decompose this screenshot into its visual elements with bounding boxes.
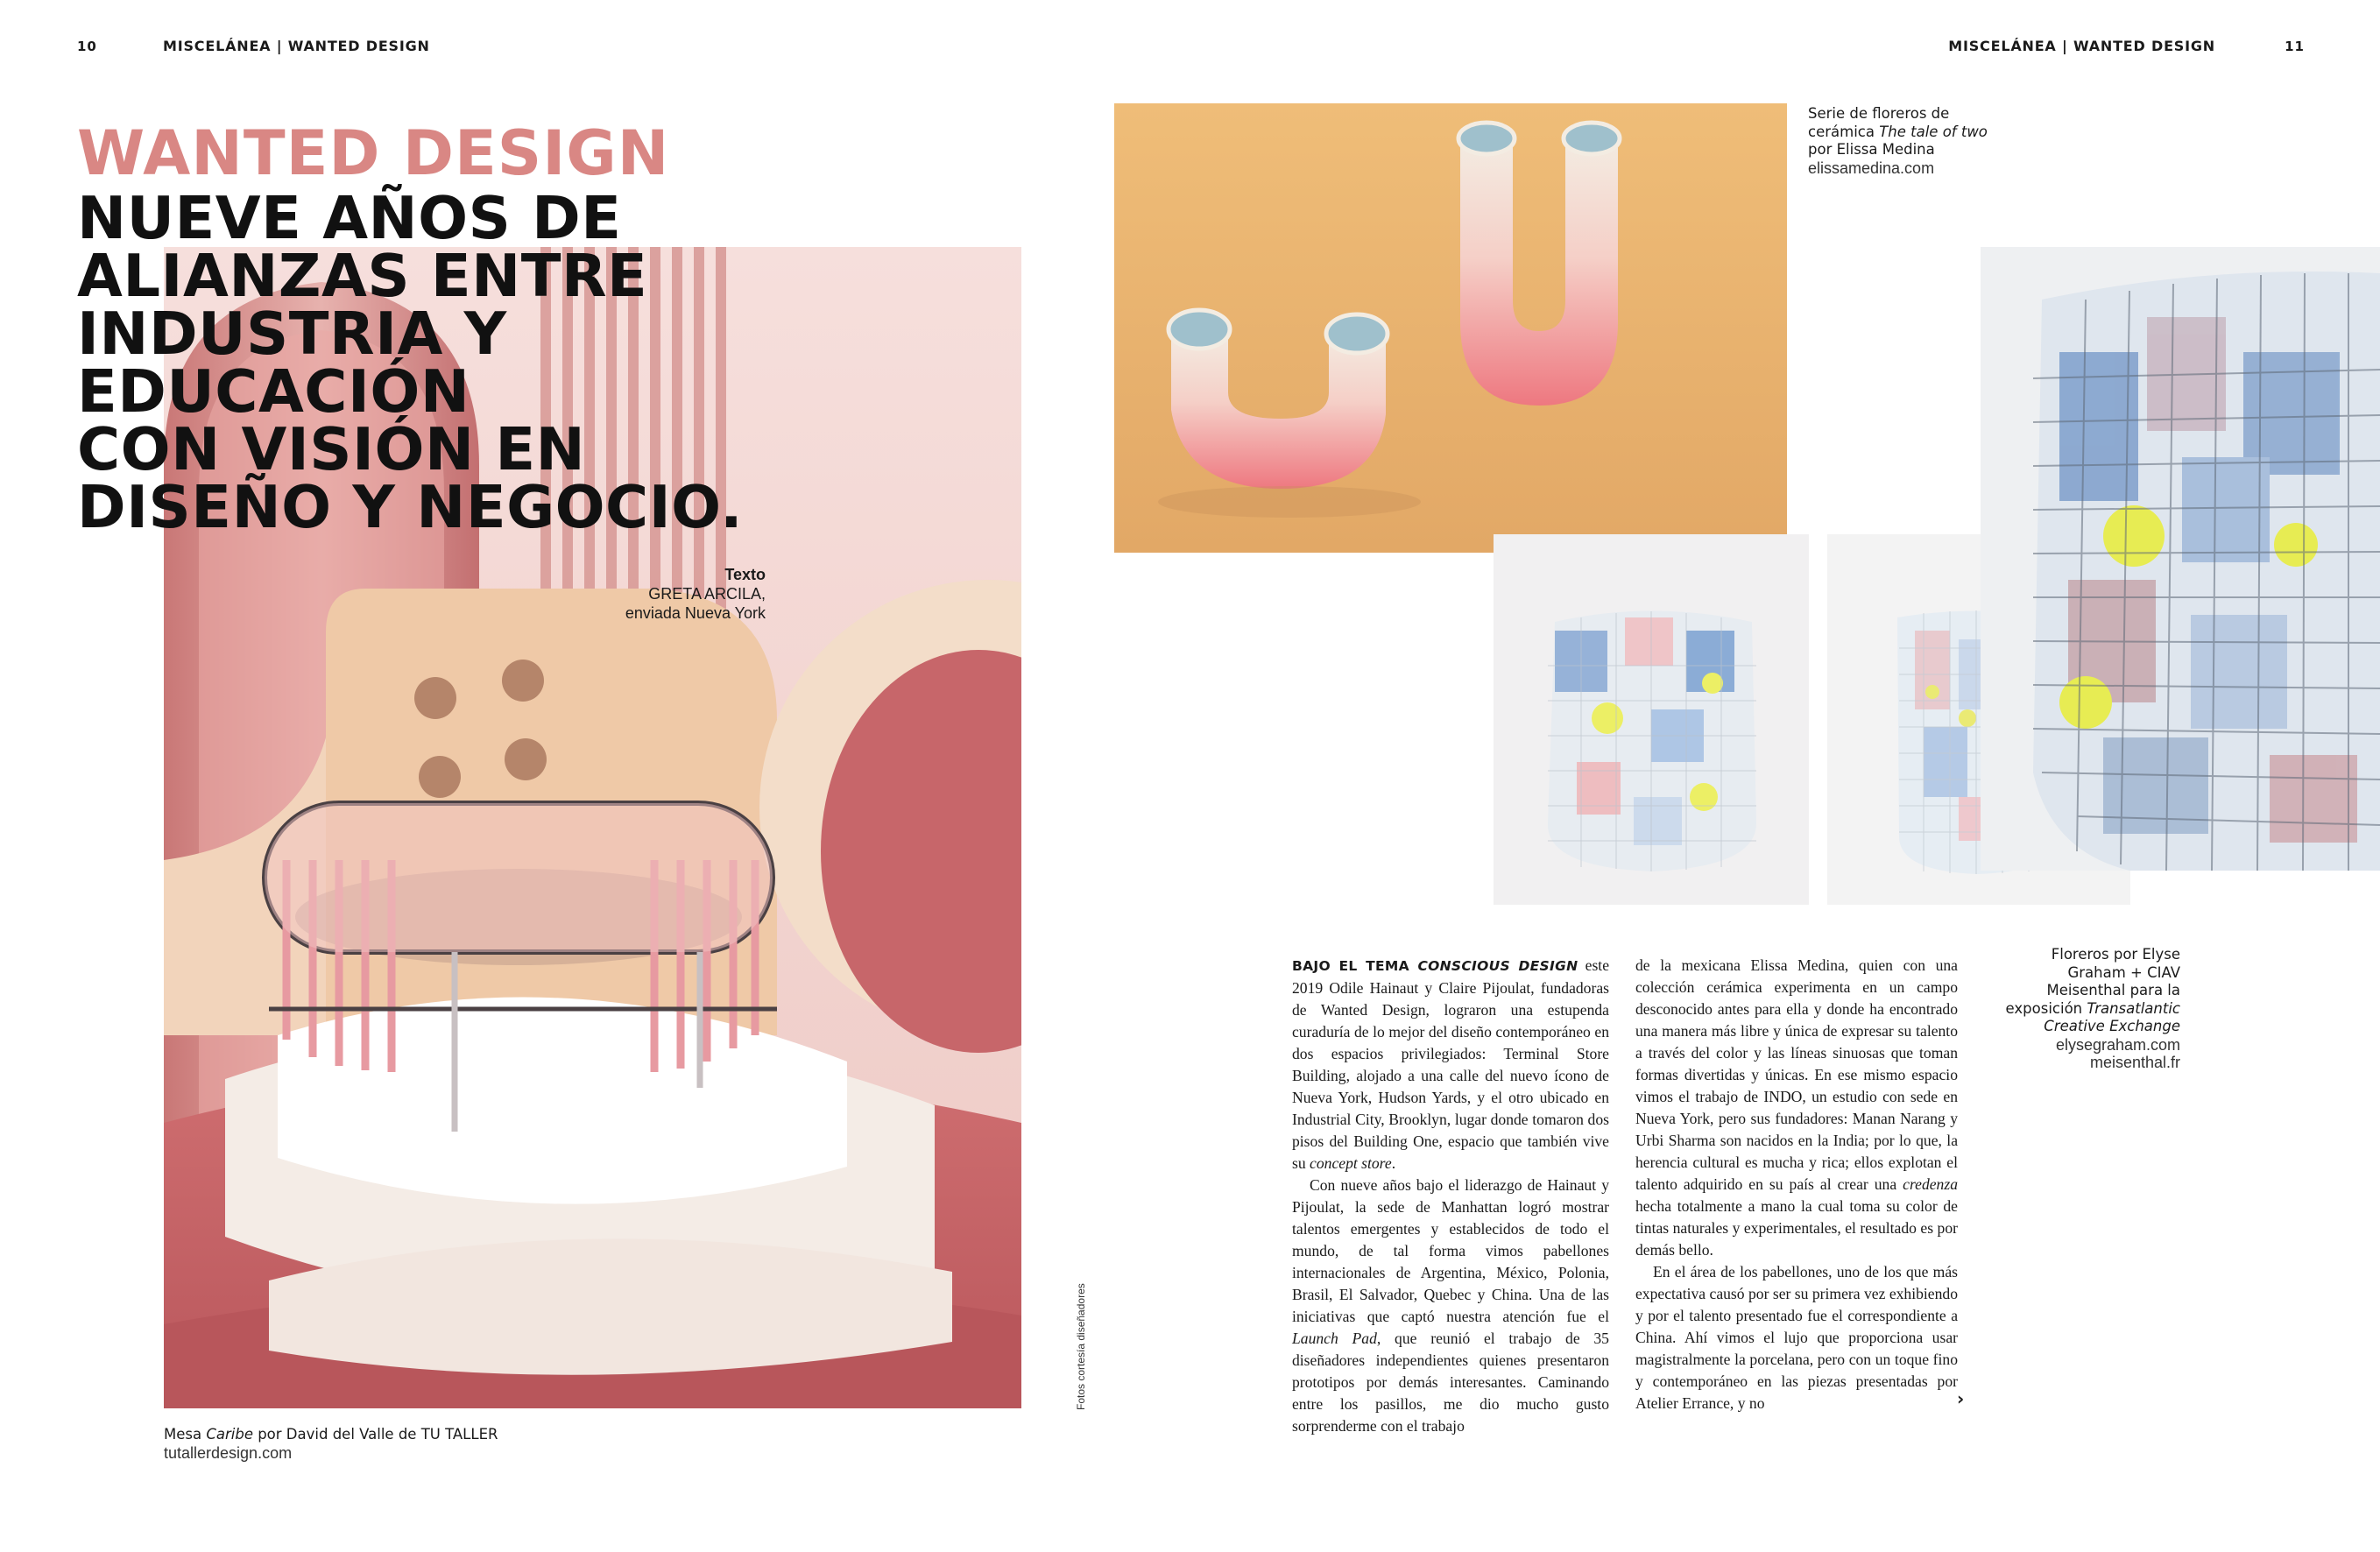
body-column-2 [1635, 955, 1958, 1414]
running-head-right: MISCELÁNEA | WANTED DESIGN [1948, 38, 2215, 54]
body-text: Con nueve años bajo el liderazgo de Hainaut y Pijoulat, la sede de Manhattan logró mostrar talentos emergentes y establecidos de todo el mundo, de tal forma vimos pabellones internacionales de Argentina, México, Polonia, Brasil, El Salvador, Quebec y China. Una de las iniciativas que captó nuestra atención fue el [1292, 1176, 1609, 1325]
ceramic-caption-line3: por Elissa Medina [1808, 141, 1935, 158]
body-text: este 2019 Odile Hainaut y Claire Pijoulat, fundadoras de Wanted Design, lograron una estupenda curaduría de lo mejor del diseño contemporáneo en dos espacios privilegiados: Terminal Store Building, alojado a una calle del nuevo ícono de Nueva York, Hudson Yards, y el otro ubicado en Industrial City, Brooklyn, lugar donde tomaron dos pisos del Building One, espacio que también vive su [1292, 956, 1610, 1172]
headline-line: CON VISIÓN EN [77, 415, 586, 483]
glass-caption [2006, 946, 2180, 1072]
ceramic-caption-line1: Serie de floreros de [1808, 105, 1950, 122]
lead-in: BAJO EL TEMA [1292, 958, 1418, 974]
headline-line: NUEVE AÑOS DE [77, 184, 622, 252]
continue-arrow-icon[interactable]: › [1957, 1388, 1965, 1409]
ceramic-caption [1808, 105, 1988, 177]
body-column-1 [1292, 955, 1609, 1437]
caption-url: tutallerdesign.com [164, 1443, 293, 1462]
body-text: hecha totalmente a mano la cual toma su color de tintas naturales y experimentales, el resultado es por demás bello. [1635, 1197, 1958, 1259]
glass-vase-1-photo [1494, 534, 1809, 905]
body-emphasis: Launch Pad [1292, 1330, 1377, 1347]
glass-caption-line2: Graham + CIAV [2067, 963, 2180, 981]
headline-line: ALIANZAS ENTRE [77, 242, 648, 310]
glass-caption-line3: Meisenthal para la [2046, 982, 2180, 998]
glass-caption-url-1: elysegraham.com [2055, 1035, 2180, 1054]
table-caption [164, 1426, 498, 1462]
caption-pre: Mesa [164, 1426, 207, 1443]
body-text: En el área de los pabellones, uno de los que más expectativa causó por ser su primera vez exhibiendo y por el talento presentado fue el correspondiente a China. Ahí vimos el lujo que proporciona usar magistralmente la porcelana, pero con un toque fino y contemporáneo en las piezas presentadas por Atelier Errance, y no [1635, 1263, 1958, 1412]
headline-line: EDUCACIÓN [77, 357, 470, 426]
headline [77, 184, 744, 541]
body-emphasis: credenza [1903, 1175, 1958, 1193]
body-emphasis: concept store [1310, 1154, 1392, 1172]
kicker: WANTED DESIGN [77, 117, 670, 189]
lead-in-title: CONSCIOUS DESIGN [1417, 958, 1578, 974]
glass-caption-line4: exposición [2005, 999, 2087, 1017]
headline-line: INDUSTRIA Y [77, 300, 507, 368]
photo-credit: Fotos cortesía diseñadores [1075, 1283, 1087, 1410]
credit-location: enviada Nueva York [625, 604, 766, 622]
page-number-right: 11 [2285, 39, 2305, 54]
headline-line: DISEÑO Y NEGOCIO. [77, 473, 744, 541]
glass-vase-1-illustration [1494, 534, 1809, 905]
ceramic-caption-line2: cerámica [1808, 123, 1880, 140]
ceramic-caption-title: The tale of two [1879, 123, 1988, 140]
glass-vase-3-illustration [1981, 247, 2380, 871]
ceramic-caption-url: elissamedina.com [1808, 159, 1935, 177]
glass-caption-title-2: Creative Exchange [2044, 1018, 2180, 1034]
body-text: , que reunió el trabajo de 35 diseñadores independientes quienes presentaron prototipos por demás interesantes. Caminando entre los pasillos, me dio mucho gusto sorprenderme con el trabajo [1292, 1330, 1609, 1435]
credit-author: GRETA ARCILA, [648, 585, 766, 603]
body-text: de la mexicana Elissa Medina, quien con una colección cerámica experimenta en un campo desconocido antes para ella y donde ha encontrado una manera más libre y única de expresar su talento a través del color y las líneas sinuosas que toman formas divertidas y únicas. En ese mismo espacio vimos el trabajo de INDO, un estudio con sede en Nueva York, pero sus fundadores: Manan Narang y Urbi Sharma son nacidos en la India; por lo que, la herencia cultural es mucha y rica; ellos explotan el talento adquirido en su país al crear una [1635, 956, 1958, 1193]
caption-title: Caribe [206, 1426, 253, 1443]
credit-label: Texto [724, 566, 766, 583]
glass-caption-title: Transatlantic [2087, 999, 2180, 1017]
ceramic-vases-photo [1114, 103, 1787, 553]
glass-caption-line1: Floreros por Elyse [2051, 946, 2180, 963]
author-credit [625, 565, 766, 623]
glass-caption-url-2: meisenthal.fr [2089, 1054, 2180, 1071]
running-head-left: MISCELÁNEA | WANTED DESIGN [163, 38, 430, 54]
page-number-left: 10 [77, 39, 97, 54]
body-text: . [1391, 1154, 1396, 1172]
caption-post: por David del Valle de TU TALLER [252, 1426, 498, 1443]
ceramic-vases-illustration [1114, 103, 1787, 553]
glass-vase-3-photo [1981, 247, 2380, 871]
